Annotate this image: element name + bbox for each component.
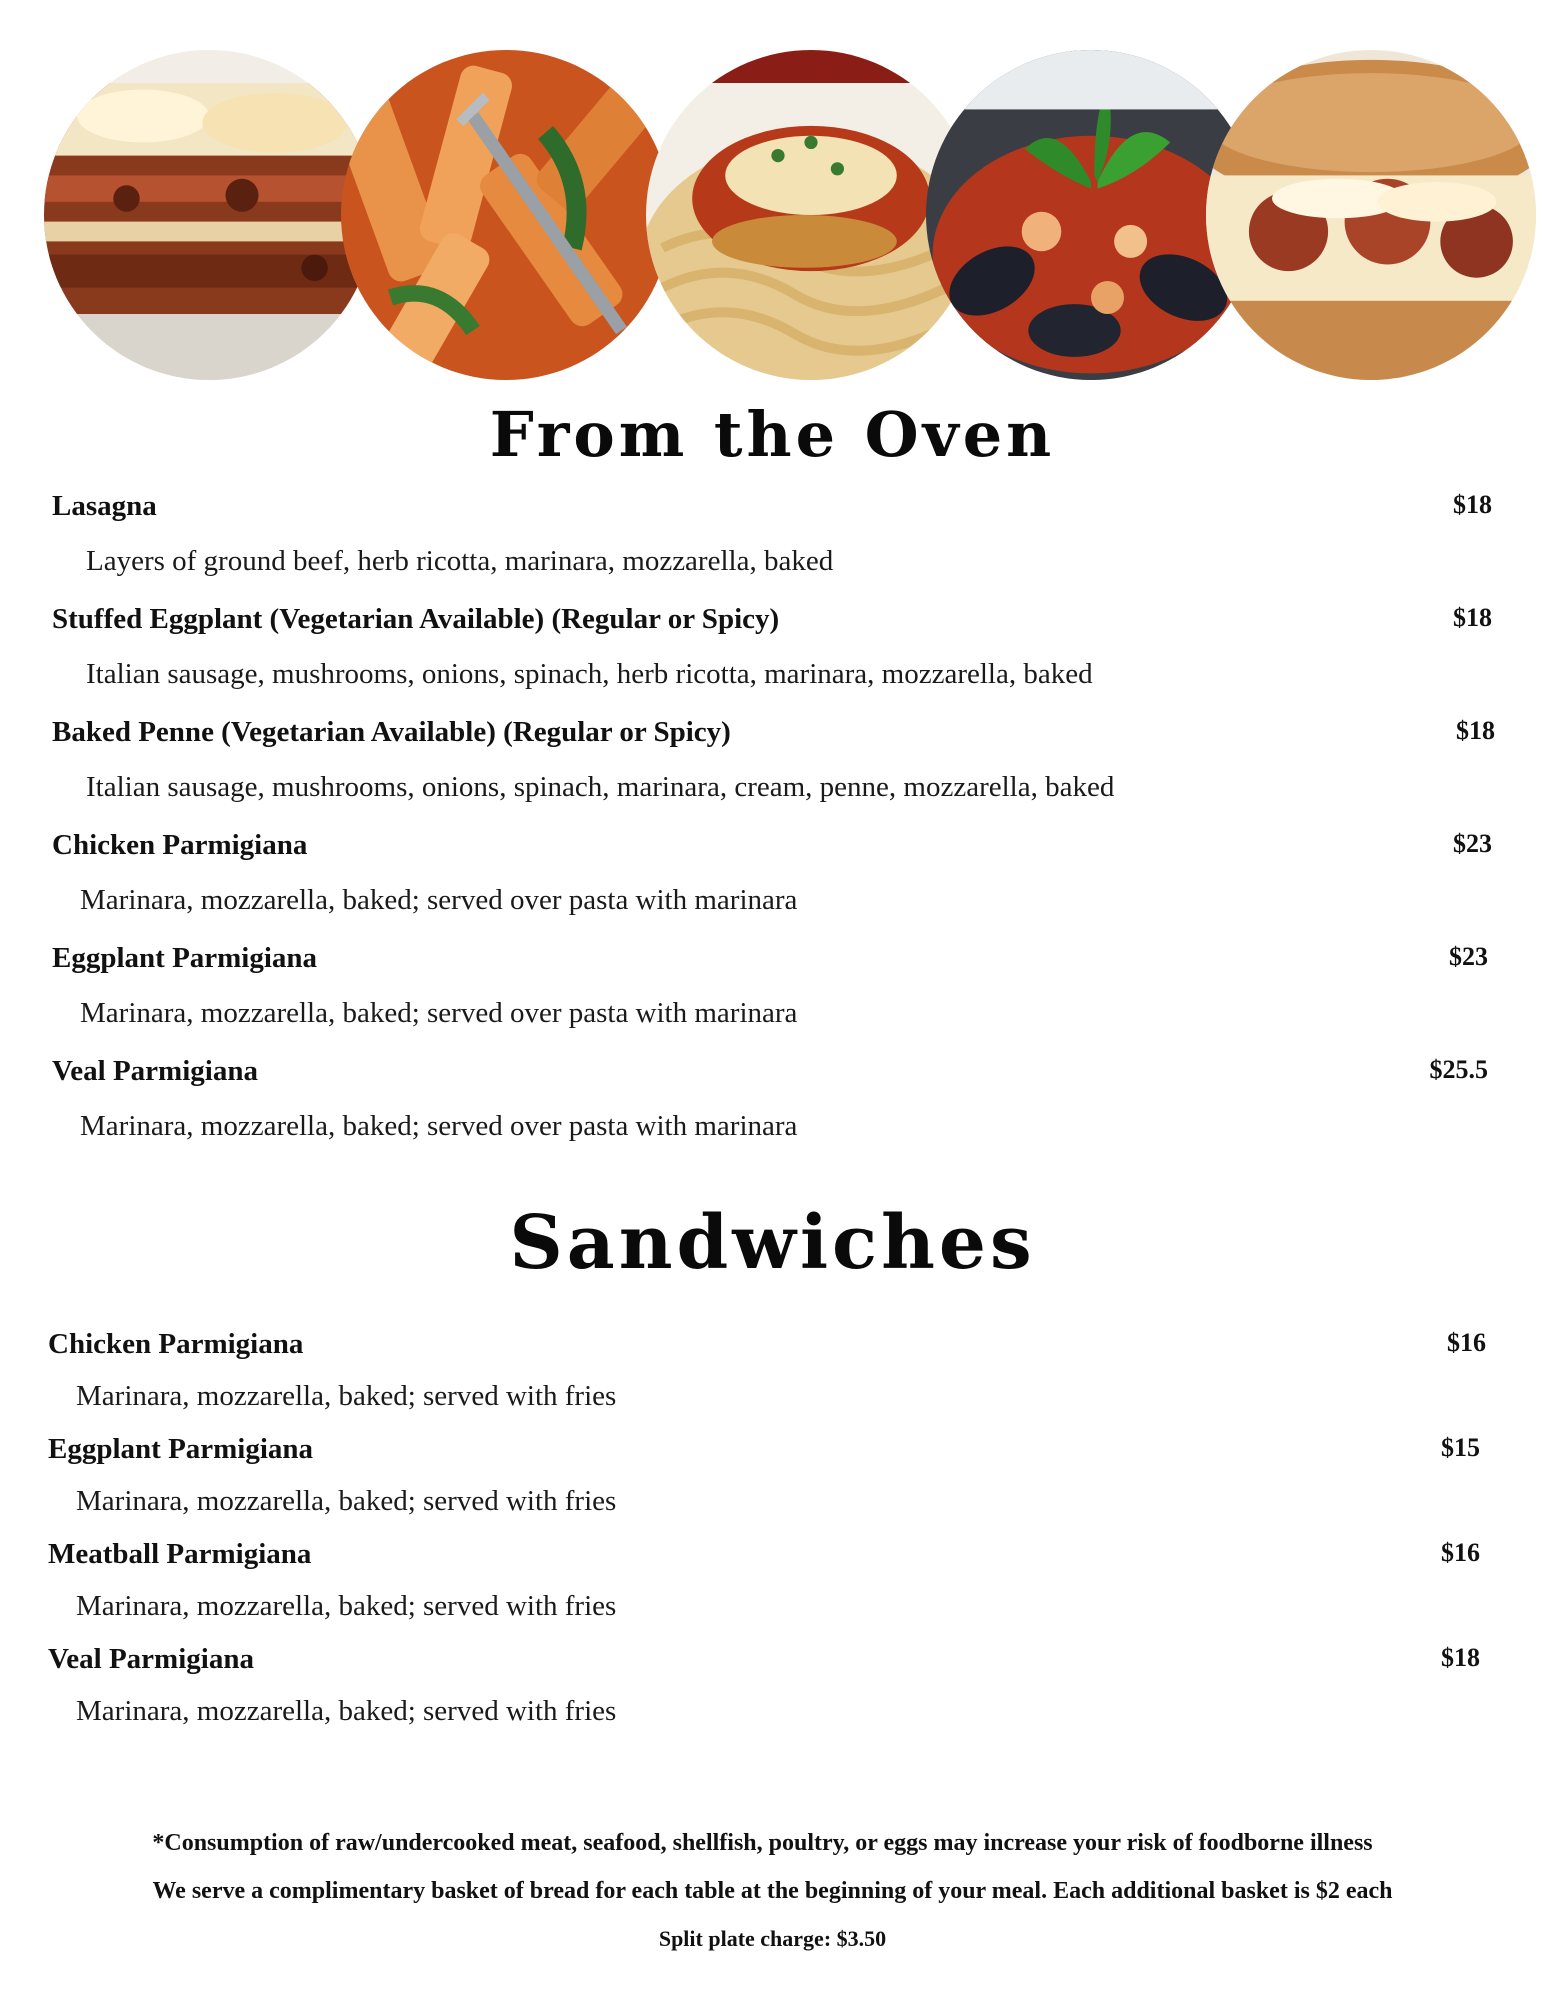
section-title-sandwiches: Sandwiches — [509, 1200, 1036, 1286]
item-name: Eggplant Parmigiana — [48, 1433, 314, 1465]
item-price: $25.5 — [1429, 1055, 1488, 1084]
item-description: Italian sausage, mushrooms, onions, spinach, herb ricotta, marinara, mozzarella, baked — [86, 658, 1093, 690]
item-name: Baked Penne (Vegetarian Available) (Regular or Spicy) — [52, 716, 731, 748]
item-price: $16 — [1447, 1328, 1486, 1357]
item-name: Veal Parmigiana — [48, 1643, 254, 1675]
lasagna-photo-icon — [44, 50, 374, 380]
item-price: $16 — [1441, 1538, 1480, 1567]
item-name: Veal Parmigiana — [52, 1055, 258, 1087]
item-description: Marinara, mozzarella, baked; served over pasta with marinara — [80, 997, 798, 1029]
item-name: Chicken Parmigiana — [48, 1328, 304, 1360]
item-description: Marinara, mozzarella, baked; served with fries — [76, 1590, 617, 1622]
penne-photo-icon — [341, 50, 671, 380]
item-price: $15 — [1441, 1433, 1480, 1462]
item-description: Marinara, mozzarella, baked; served with fries — [76, 1695, 617, 1727]
item-price: $18 — [1456, 716, 1495, 745]
item-name: Lasagna — [52, 490, 157, 522]
item-description: Marinara, mozzarella, baked; served over pasta with marinara — [80, 1110, 798, 1142]
photo-strip — [44, 50, 1514, 380]
item-description: Layers of ground beef, herb ricotta, marinara, mozzarella, baked — [86, 545, 834, 577]
item-name: Chicken Parmigiana — [52, 829, 308, 861]
item-price: $23 — [1453, 829, 1492, 858]
item-price: $18 — [1453, 490, 1492, 519]
footer-bread-note: We serve a complimentary basket of bread for each table at the beginning of your meal. Each additional basket is $2 each — [152, 1878, 1393, 1904]
footer-split-charge: Split plate charge: $3.50 — [658, 1926, 887, 1951]
footer-warning: *Consumption of raw/undercooked meat, seafood, shellfish, poultry, or eggs may increase your risk of foodborne illness — [152, 1830, 1373, 1856]
item-name: Stuffed Eggplant (Vegetarian Available) (Regular or Spicy) — [52, 603, 780, 635]
item-description: Italian sausage, mushrooms, onions, spinach, marinara, cream, penne, mozzarella, baked — [86, 771, 1115, 803]
item-description: Marinara, mozzarella, baked; served over pasta with marinara — [80, 884, 798, 916]
section-title-oven: From the Oven — [489, 398, 1056, 471]
item-name: Meatball Parmigiana — [48, 1538, 312, 1570]
item-price: $18 — [1441, 1643, 1480, 1672]
item-name: Eggplant Parmigiana — [52, 942, 318, 974]
item-description: Marinara, mozzarella, baked; served with fries — [76, 1380, 617, 1412]
sandwich-photo-icon — [1206, 50, 1536, 380]
item-description: Marinara, mozzarella, baked; served with fries — [76, 1485, 617, 1517]
item-price: $23 — [1449, 942, 1488, 971]
item-price: $18 — [1453, 603, 1492, 632]
